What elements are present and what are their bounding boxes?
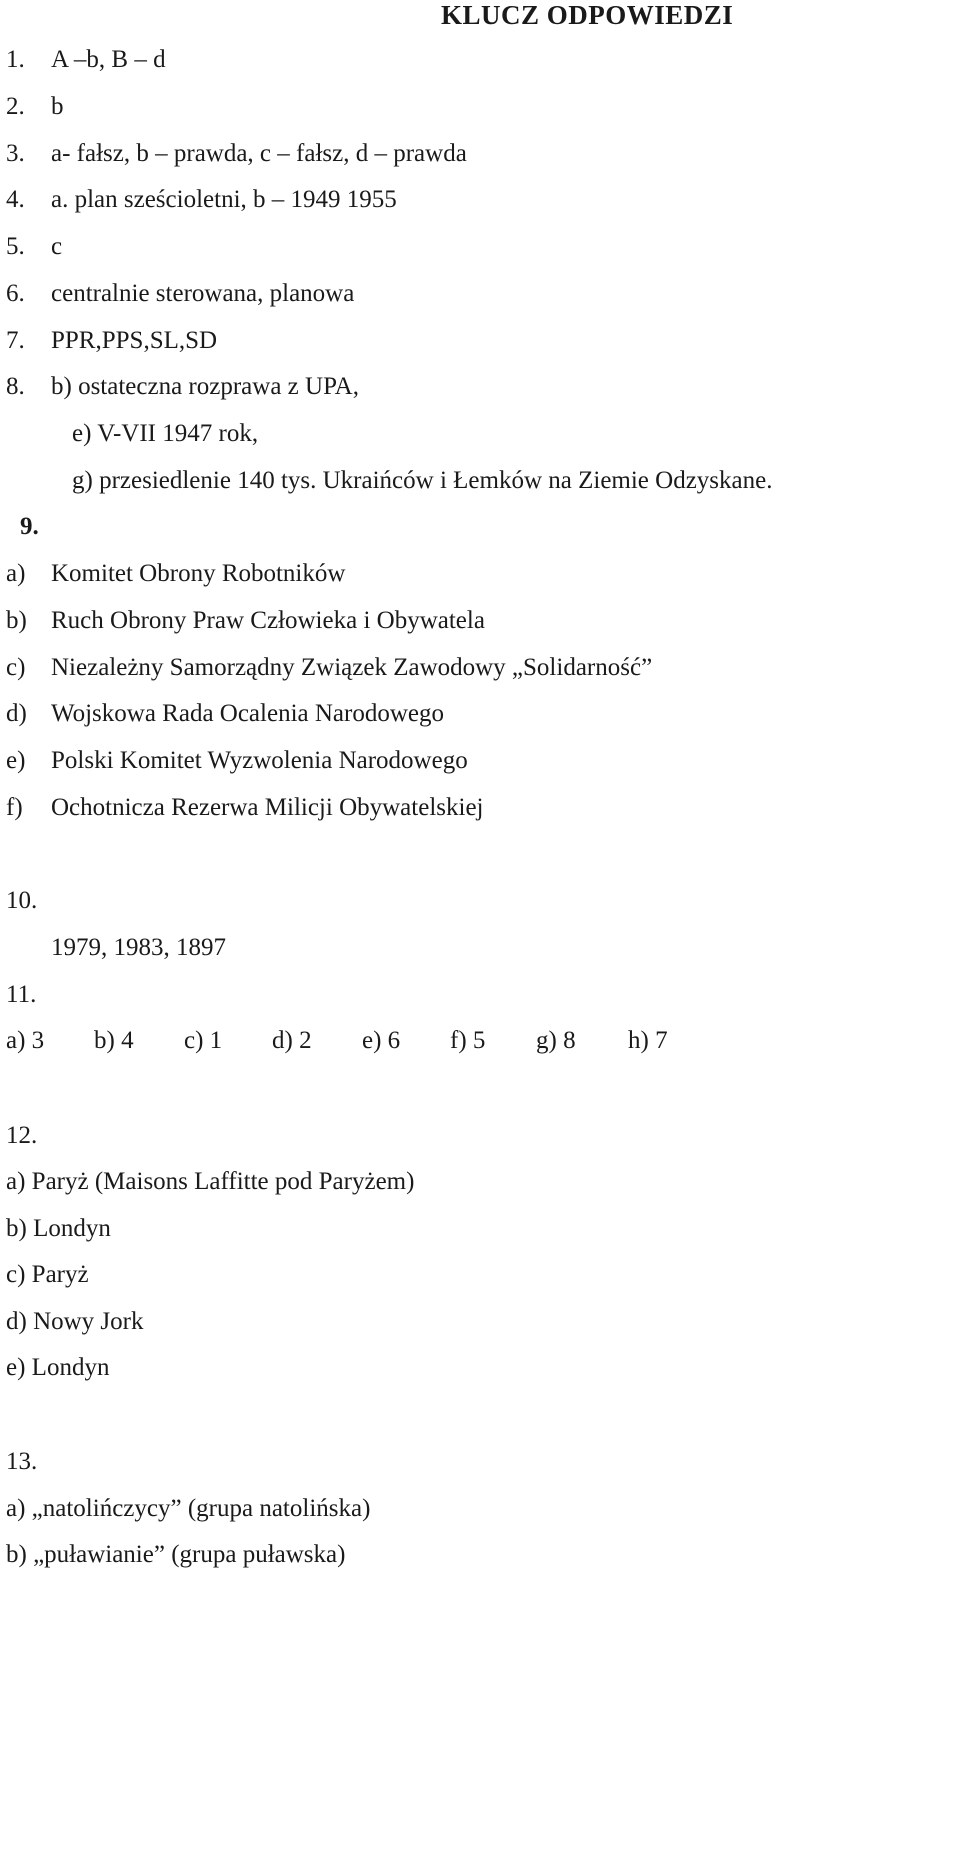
answer-text: a- fałsz, b – prawda, c – fałsz, d – prawda: [51, 140, 467, 167]
item-text: Ochotnicza Rezerwa Milicji Obywatelskiej: [51, 794, 484, 821]
answer-11-item: f) 5: [450, 1027, 486, 1054]
item-letter: c): [6, 654, 26, 681]
answer-number: 7.: [6, 327, 25, 354]
question-9-number: 9.: [20, 513, 39, 540]
answer-number: 4.: [6, 186, 25, 213]
answer-11-item: h) 7: [628, 1027, 668, 1054]
item-letter: b): [6, 607, 27, 634]
question-10-number: 10.: [6, 887, 38, 914]
answer-8: [6, 374, 359, 399]
answer-text: a. plan sześcioletni, b – 1949 1955: [51, 186, 397, 213]
answer-number: 2.: [6, 93, 25, 120]
answer-9-item: [6, 608, 485, 633]
answer-5: [6, 234, 62, 259]
answer-number: 8.: [6, 373, 25, 400]
item-letter: a): [6, 560, 26, 587]
answer-text: b) ostateczna rozprawa z UPA,: [51, 373, 359, 400]
answer-9-item: [6, 748, 468, 773]
answer-12-item: e) Londyn: [6, 1354, 110, 1381]
answer-3: [6, 141, 467, 166]
answer-text: b: [51, 93, 64, 120]
answer-13-item: b) „puławianie” (grupa puławska): [6, 1541, 346, 1568]
answer-9-item: [6, 701, 444, 726]
answer-2: [6, 94, 64, 119]
answer-9-item: [6, 795, 483, 820]
page-title: KLUCZ ODPOWIEDZI: [441, 0, 734, 30]
answer-10-text: 1979, 1983, 1897: [51, 934, 226, 961]
answer-12-item: b) Londyn: [6, 1215, 111, 1242]
answer-12-item: c) Paryż: [6, 1261, 89, 1288]
answer-text: centralnie sterowana, planowa: [51, 280, 355, 307]
item-text: Komitet Obrony Robotników: [51, 560, 346, 587]
answer-11-item: b) 4: [94, 1027, 134, 1054]
answer-text: A –b, B – d: [51, 46, 166, 73]
answer-8-line: e) V-VII 1947 rok,: [72, 420, 259, 447]
answer-1: [6, 47, 166, 72]
answer-11-item: c) 1: [184, 1027, 223, 1054]
question-11-number: 11.: [6, 981, 37, 1008]
answer-text: PPR,PPS,SL,SD: [51, 327, 218, 354]
answer-number: 1.: [6, 46, 25, 73]
item-text: Polski Komitet Wyzwolenia Narodowego: [51, 747, 468, 774]
answer-12-item: d) Nowy Jork: [6, 1308, 144, 1335]
item-text: Ruch Obrony Praw Człowieka i Obywatela: [51, 607, 485, 634]
item-letter: d): [6, 700, 27, 727]
question-13-number: 13.: [6, 1448, 38, 1475]
answer-7: [6, 328, 217, 353]
answer-11-item: e) 6: [362, 1027, 401, 1054]
question-12-number: 12.: [6, 1122, 38, 1149]
answer-13-item: a) „natolińczycy” (grupa natolińska): [6, 1495, 371, 1522]
item-text: Wojskowa Rada Ocalenia Narodowego: [51, 700, 444, 727]
answer-number: 3.: [6, 140, 25, 167]
item-text: Niezależny Samorządny Związek Zawodowy „Solidarność”: [51, 654, 653, 681]
answer-11-item: d) 2: [272, 1027, 312, 1054]
answer-number: 5.: [6, 233, 25, 260]
answer-text: c: [51, 233, 63, 260]
item-letter: f): [6, 794, 23, 821]
answer-9-item: [6, 561, 345, 586]
answer-4: [6, 187, 397, 212]
answer-6: [6, 281, 354, 306]
answer-11-item: g) 8: [536, 1027, 576, 1054]
item-letter: e): [6, 747, 26, 774]
answer-12-item: a) Paryż (Maisons Laffitte pod Paryżem): [6, 1168, 415, 1195]
answer-8-line: g) przesiedlenie 140 tys. Ukraińców i Łemków na Ziemie Odzyskane.: [72, 467, 773, 494]
answer-number: 6.: [6, 280, 25, 307]
answer-9-item: [6, 655, 652, 680]
answer-11-item: a) 3: [6, 1027, 45, 1054]
